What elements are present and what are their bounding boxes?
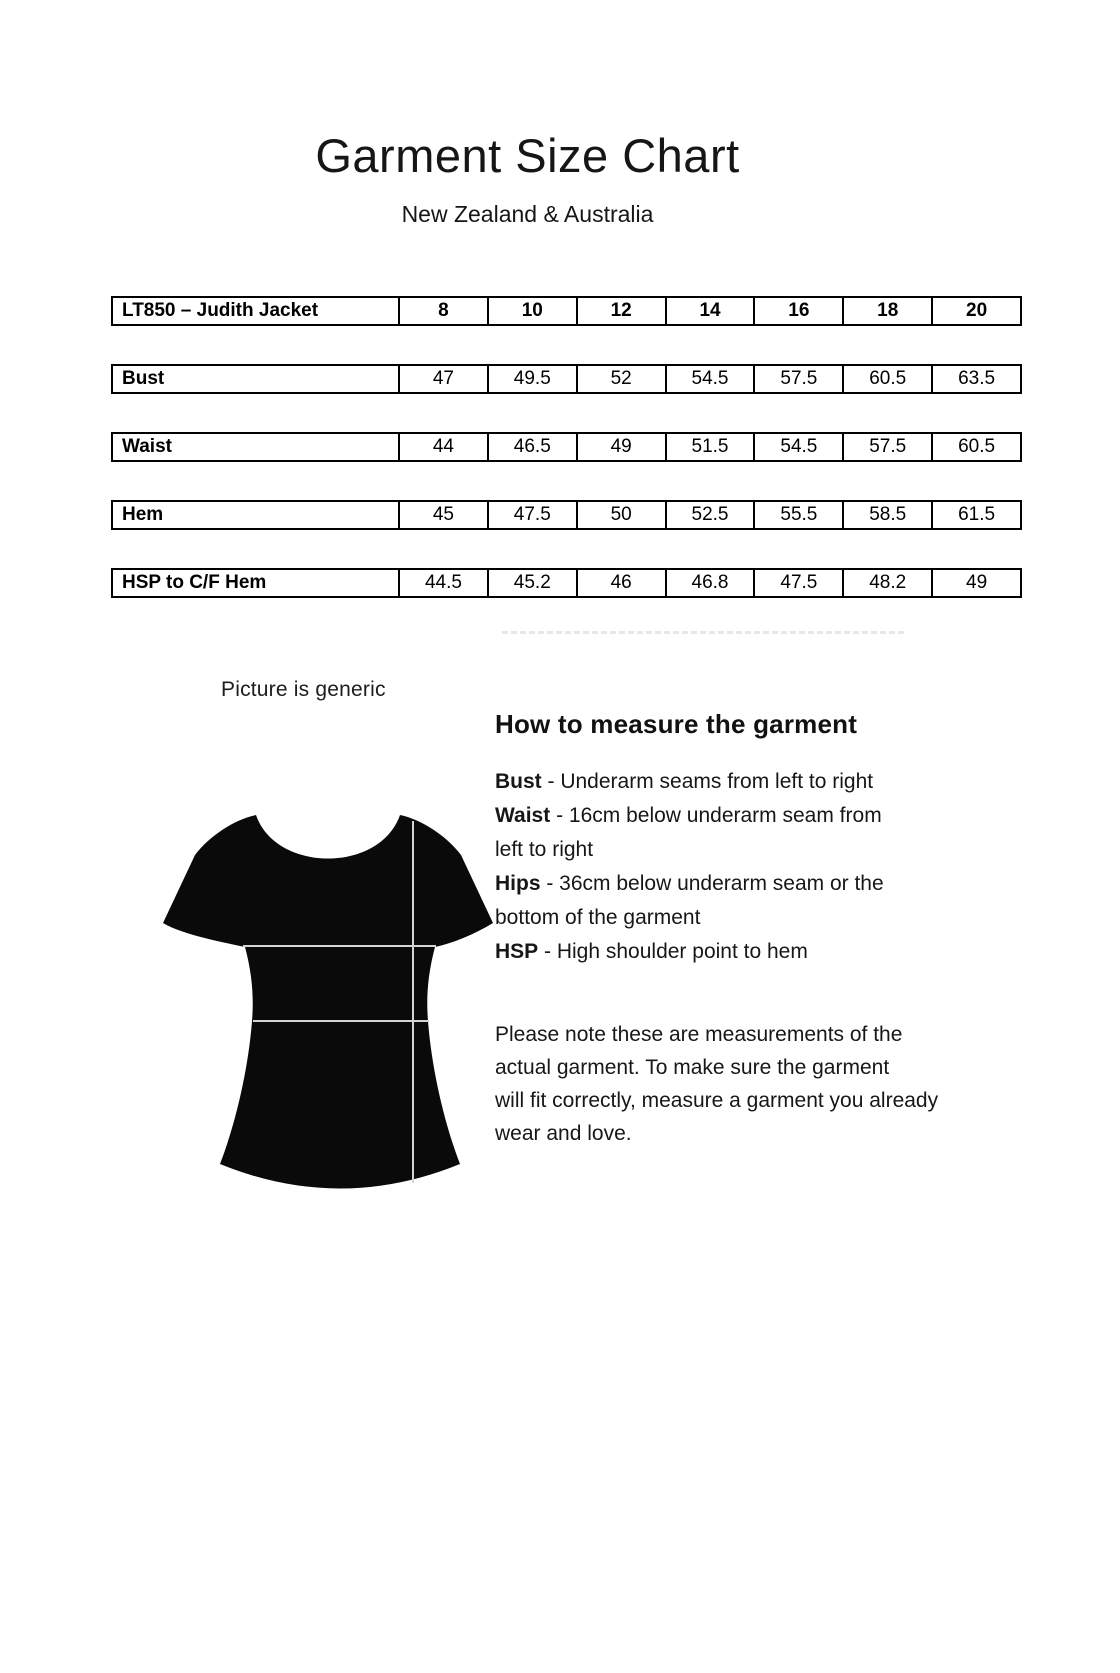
size-header-cell: 10 [489, 298, 578, 324]
size-header-cell: 8 [400, 298, 489, 324]
note-paragraph [495, 1018, 975, 1150]
measurement-value-cell: 46.8 [667, 570, 756, 596]
product-label-cell: LT850 – Judith Jacket [113, 298, 400, 324]
measurement-value-cell: 54.5 [755, 434, 844, 460]
measure-term: Bust [495, 770, 542, 793]
measure-term: Waist [495, 804, 551, 827]
page-subtitle: New Zealand & Australia [401, 201, 654, 227]
measurement-value-cell: 63.5 [958, 368, 996, 389]
measurement-value-cell: 47.5 [755, 570, 844, 596]
measurement-value-cell: 51.5 [667, 434, 756, 460]
instruction-lines [495, 765, 975, 969]
measurement-value-cell: 60.5 [958, 436, 996, 457]
garment-diagram [158, 752, 498, 1194]
how-to-measure-section [495, 709, 975, 1150]
measurement-label-cell: HSP to C/F Hem [113, 570, 400, 596]
size-table-row [111, 568, 1022, 598]
measurement-value-cell: 44.5 [400, 570, 489, 596]
measurement-value-cell: 52 [578, 366, 667, 392]
size-table-row [111, 500, 1022, 530]
instruction-line: Bust - Underarm seams from left to right [495, 770, 874, 793]
instruction-line: Waist - 16cm below underarm seam from [495, 804, 882, 827]
measurement-value-cell: 49.5 [489, 366, 578, 392]
measurement-value-cell: 49 [966, 572, 988, 593]
picture-generic-note: Picture is generic [221, 678, 386, 701]
scan-artifact-line [502, 631, 904, 634]
measurement-value-cell: 58.5 [844, 502, 933, 528]
instruction-line: Hips - 36cm below underarm seam or the [495, 872, 884, 895]
measurement-label-cell: Bust [113, 366, 400, 392]
measurement-value-cell: 50 [578, 502, 667, 528]
measurement-value-cell: 49 [578, 434, 667, 460]
measurement-value-cell: 57.5 [755, 366, 844, 392]
size-header-cell: 16 [755, 298, 844, 324]
measurement-value-cell: 46.5 [489, 434, 578, 460]
measurement-value-cell: 46 [578, 570, 667, 596]
size-table-row [111, 364, 1022, 394]
measurement-value-cell: 44 [400, 434, 489, 460]
measurement-value-cell: 60.5 [844, 366, 933, 392]
measurement-value-cell: 45.2 [489, 570, 578, 596]
tshirt-silhouette [163, 815, 493, 1189]
note-line: Please note these are measurements of the [495, 1023, 903, 1046]
measurement-value-cell: 54.5 [667, 366, 756, 392]
measure-term: Hips [495, 872, 541, 895]
size-table-header-row [111, 296, 1022, 326]
measurement-value-cell: 47 [400, 366, 489, 392]
note-line: wear and love. [495, 1122, 632, 1145]
size-header-cell: 14 [667, 298, 756, 324]
instruction-line: HSP - High shoulder point to hem [495, 940, 808, 963]
measurement-value-cell: 57.5 [844, 434, 933, 460]
measurement-value-cell: 55.5 [755, 502, 844, 528]
size-header-cell: 20 [966, 300, 988, 321]
instruction-line: left to right [495, 838, 594, 861]
size-header-cell: 18 [844, 298, 933, 324]
measurement-value-cell: 47.5 [489, 502, 578, 528]
size-header-cell: 12 [578, 298, 667, 324]
size-table [111, 296, 1022, 636]
page-title: Garment Size Chart [315, 129, 740, 182]
measurement-value-cell: 61.5 [958, 504, 996, 525]
note-line: will fit correctly, measure a garment you already [495, 1089, 939, 1112]
measurement-label-cell: Hem [113, 502, 400, 528]
how-to-measure-heading: How to measure the garment [495, 709, 858, 739]
measure-term: HSP [495, 940, 539, 963]
measurement-value-cell: 45 [400, 502, 489, 528]
measurement-value-cell: 52.5 [667, 502, 756, 528]
size-table-row [111, 432, 1022, 462]
measurement-value-cell: 48.2 [844, 570, 933, 596]
note-line: actual garment. To make sure the garment [495, 1056, 890, 1079]
instruction-line: bottom of the garment [495, 906, 701, 929]
measurement-label-cell: Waist [113, 434, 400, 460]
